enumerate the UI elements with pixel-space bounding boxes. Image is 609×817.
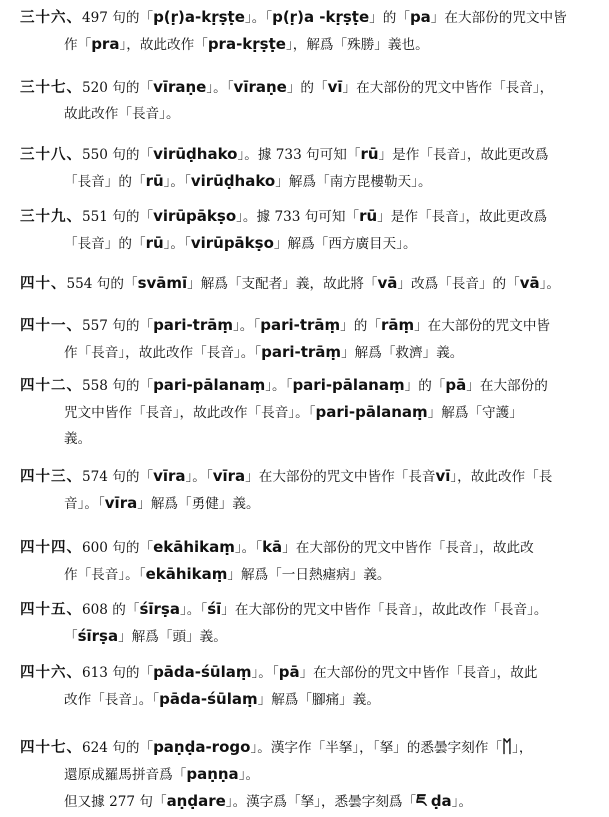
text-run: 改作「長音」。「 xyxy=(64,692,160,708)
text-run: 」解爲「勇健」義。 xyxy=(137,496,260,512)
text-run: 」。「 xyxy=(185,469,213,485)
text-run: 」。「 xyxy=(265,378,293,394)
note-entry-39 xyxy=(20,203,598,257)
text-run: 」。據 733 句可知「 xyxy=(236,209,360,225)
sanskrit-term: vī xyxy=(435,467,451,485)
sanskrit-term: pā xyxy=(278,663,300,681)
text-run: 音」。「 xyxy=(64,496,105,512)
sanskrit-term: śīrṣa xyxy=(139,600,180,618)
text-run: 」解爲「腳痛」義。 xyxy=(257,692,380,708)
sanskrit-term: pra-kṛṣṭe xyxy=(207,35,286,53)
note-number: 四十二、 xyxy=(20,378,82,394)
text-run: 」的「 xyxy=(369,10,410,26)
siddham-glyph: ᛖ xyxy=(501,737,513,757)
text-run: 」解爲「南方毘樓勒天」。 xyxy=(275,174,432,190)
sanskrit-term: rāṃ xyxy=(380,316,415,334)
note-line xyxy=(20,734,598,761)
note-number: 四十一、 xyxy=(20,318,82,334)
note-entry-44 xyxy=(20,534,598,588)
text-run: 「 xyxy=(64,629,78,645)
note-entry-45 xyxy=(20,596,598,650)
sanskrit-term: śī xyxy=(207,600,222,618)
text-run: 」在大部份的咒文中皆作「長音 xyxy=(245,469,436,485)
text-run: 作「長音」。「 xyxy=(64,567,146,583)
text-run: 」的「 xyxy=(340,318,381,334)
sanskrit-term: vā xyxy=(519,274,540,292)
note-line xyxy=(20,339,598,366)
sanskrit-term: pāda-śūlaṃ xyxy=(159,690,258,708)
note-entry-47 xyxy=(20,734,598,815)
text-run: 」解爲「救濟」義。 xyxy=(341,345,464,361)
sanskrit-term: pari-trāṃ xyxy=(261,343,342,361)
sanskrit-term: pā xyxy=(445,376,467,394)
note-entry-43 xyxy=(20,463,598,517)
note-entry-41 xyxy=(20,312,598,366)
note-line xyxy=(20,463,598,490)
note-line xyxy=(20,31,598,58)
text-run: 」。「 xyxy=(163,236,191,252)
note-entry-37 xyxy=(20,74,598,127)
sanskrit-term: pari-trāṃ xyxy=(260,316,341,334)
note-line xyxy=(20,659,598,686)
text-run: 」在大部份的咒文中皆作「長音」， xyxy=(342,80,554,96)
text-run: 」，故此改作「長 xyxy=(450,469,553,485)
text-run: 497 句的「 xyxy=(82,10,154,26)
text-run: 但又據 277 句「 xyxy=(64,794,167,810)
sanskrit-term: vīraṇe xyxy=(153,78,207,96)
text-run: 」。據 733 句可知「 xyxy=(237,147,361,163)
text-run: 咒文中皆作「長音」，故此改作「長音」。「 xyxy=(64,405,316,421)
text-run: 」在大部份的咒文中皆 xyxy=(414,318,551,334)
note-line xyxy=(20,270,598,297)
text-run: 」。漢字作「半拏」，「拏」的悉曇字刻作「 xyxy=(250,740,502,756)
sanskrit-term: pari-trāṃ xyxy=(153,316,234,334)
text-run: 」。漢字爲「拏」，悉曇字刻爲「 xyxy=(225,794,417,810)
sanskrit-term: p(ṛ)a -kṛṣṭe xyxy=(272,8,370,26)
text-run: 故此改作「長音」。 xyxy=(64,106,180,122)
note-line xyxy=(20,230,598,257)
text-run: 」。「 xyxy=(233,318,261,334)
note-line xyxy=(20,203,598,230)
note-line xyxy=(20,372,598,399)
note-entry-46 xyxy=(20,659,598,713)
text-run: 557 句的「 xyxy=(82,318,154,334)
note-line xyxy=(20,74,598,101)
text-run: 」的「 xyxy=(286,80,328,96)
text-run: 」的「 xyxy=(404,378,446,394)
note-entry-42 xyxy=(20,372,598,452)
sanskrit-term: paṇṇa xyxy=(186,765,239,783)
sanskrit-term: p(ṛ)a-kṛṣṭe xyxy=(153,8,245,26)
sanskrit-term: ekāhikaṃ xyxy=(153,538,235,556)
note-line xyxy=(20,426,598,452)
text-run: 」。 xyxy=(238,767,260,783)
sanskrit-term: virūpākṣo xyxy=(153,207,237,225)
siddham-glyph: ཇ xyxy=(416,791,427,811)
note-number: 三十六、 xyxy=(20,10,82,26)
sanskrit-term: paṇḍa-rogo xyxy=(153,738,251,756)
text-run: 」是作「長音」，故此更改爲 xyxy=(378,147,549,163)
sanskrit-term: vī xyxy=(327,78,343,96)
sanskrit-term: virūḍhako xyxy=(190,172,276,190)
text-run: 」在大部份的 xyxy=(466,378,548,394)
text-run: 「長音」的「 xyxy=(64,174,146,190)
sanskrit-term: virūḍhako xyxy=(153,145,238,163)
sanskrit-term: vīra xyxy=(104,494,138,512)
note-line xyxy=(20,399,598,426)
note-number: 三十七、 xyxy=(20,80,82,96)
note-number: 四十三、 xyxy=(20,469,82,485)
sanskrit-term: rū xyxy=(360,145,379,163)
sanskrit-term: pra xyxy=(91,35,120,53)
text-run: 」解爲「頭」義。 xyxy=(118,629,227,645)
text-run: 」。「 xyxy=(234,540,263,556)
sanskrit-term: virūpākṣo xyxy=(190,234,274,252)
sanskrit-term: vīraṇe xyxy=(233,78,287,96)
text-run: 」在大部份的咒文中皆作「長音」，故此改作「長音」。 xyxy=(221,602,548,618)
note-number: 四十四、 xyxy=(20,540,82,556)
text-run: 」，解爲「殊勝」義也。 xyxy=(285,37,429,53)
note-entry-38 xyxy=(20,141,598,195)
note-line xyxy=(20,788,598,815)
note-entry-36 xyxy=(20,4,598,58)
text-run: 還原成羅馬拼音爲「 xyxy=(64,767,187,783)
sanskrit-term: aṇḍare xyxy=(166,792,226,810)
sanskrit-term: pari-pālanaṃ xyxy=(153,376,266,394)
note-line xyxy=(20,561,598,588)
sanskrit-term: rū xyxy=(145,234,164,252)
text-run: 624 句的「 xyxy=(82,740,154,756)
text-run: 」是作「長音」，故此更改爲 xyxy=(377,209,548,225)
sanskrit-term: pari-pālanaṃ xyxy=(315,403,428,421)
note-line xyxy=(20,534,598,561)
text-run: 」。「 xyxy=(163,174,191,190)
text-run: 558 句的「 xyxy=(82,378,154,394)
text-run: 」。 xyxy=(539,276,561,292)
note-number: 三十八、 xyxy=(20,147,82,163)
note-number: 四十五、 xyxy=(20,602,82,618)
note-line xyxy=(20,101,598,127)
text-run: 」解爲「一日熱瘧病」義。 xyxy=(227,567,391,583)
sanskrit-term: kā xyxy=(262,538,283,556)
text-run: 613 句的「 xyxy=(82,665,154,681)
text-run: 」改爲「長音」的「 xyxy=(397,276,520,292)
text-run: 554 句的「 xyxy=(66,276,138,292)
note-line xyxy=(20,686,598,713)
note-line xyxy=(20,141,598,168)
text-run: 600 句的「 xyxy=(82,540,154,556)
text-run: 550 句的「 xyxy=(82,147,154,163)
text-run: 」， xyxy=(512,740,533,756)
sanskrit-term: rū xyxy=(145,172,164,190)
note-number: 三十九、 xyxy=(20,209,82,225)
note-line xyxy=(20,4,598,31)
text-run: 551 句的「 xyxy=(82,209,154,225)
sanskrit-term: pāda-śūlaṃ xyxy=(153,663,252,681)
text-run: 」。「 xyxy=(251,665,279,681)
note-number: 四十六、 xyxy=(20,665,82,681)
note-line xyxy=(20,490,598,517)
note-line xyxy=(20,168,598,195)
text-run: 「長音」的「 xyxy=(64,236,146,252)
sanskrit-term: pa xyxy=(409,8,431,26)
sanskrit-term: ḍa xyxy=(430,792,452,810)
sanskrit-term: vīra xyxy=(153,467,186,485)
text-run: 作「長音」，故此改作「長音」。「 xyxy=(64,345,262,361)
text-run: 作「 xyxy=(64,37,92,53)
text-run: 」解爲「支配者」義，故此將「 xyxy=(187,276,378,292)
text-run: 」在大部份的咒文中皆作「長音」，故此 xyxy=(299,665,538,681)
text-run: 」在大部份的咒文中皆 xyxy=(430,10,567,26)
note-number: 四十、 xyxy=(20,276,67,292)
sanskrit-term: śīrṣa xyxy=(77,627,119,645)
text-run: 」。 xyxy=(451,794,473,810)
note-number: 四十七、 xyxy=(20,740,82,756)
text-run: 」。「 xyxy=(180,602,208,618)
text-run: 義。 xyxy=(64,431,92,447)
sanskrit-term: vā xyxy=(377,274,398,292)
sanskrit-term: pari-pālanaṃ xyxy=(292,376,405,394)
text-run: 」，故此改作「 xyxy=(119,37,208,53)
note-line xyxy=(20,312,598,339)
text-run: 」。「 xyxy=(244,10,273,26)
text-run: 」在大部份的咒文中皆作「長音」，故此改 xyxy=(282,540,534,556)
note-line xyxy=(20,761,598,788)
text-run: 」解爲「西方廣目天」。 xyxy=(273,236,417,252)
text-run: 」解爲「守護」 xyxy=(427,405,523,421)
sanskrit-term: svāmī xyxy=(137,274,188,292)
sanskrit-term: vīra xyxy=(212,467,246,485)
note-line xyxy=(20,623,598,650)
sanskrit-term: ekāhikaṃ xyxy=(145,565,228,583)
text-run: 574 句的「 xyxy=(82,469,154,485)
note-entry-40 xyxy=(20,270,598,297)
text-run: 」。「 xyxy=(206,80,234,96)
note-line xyxy=(20,596,598,623)
text-run: 608 的「 xyxy=(82,602,140,618)
sanskrit-term: rū xyxy=(359,207,378,225)
text-run: 520 句的「 xyxy=(82,80,154,96)
